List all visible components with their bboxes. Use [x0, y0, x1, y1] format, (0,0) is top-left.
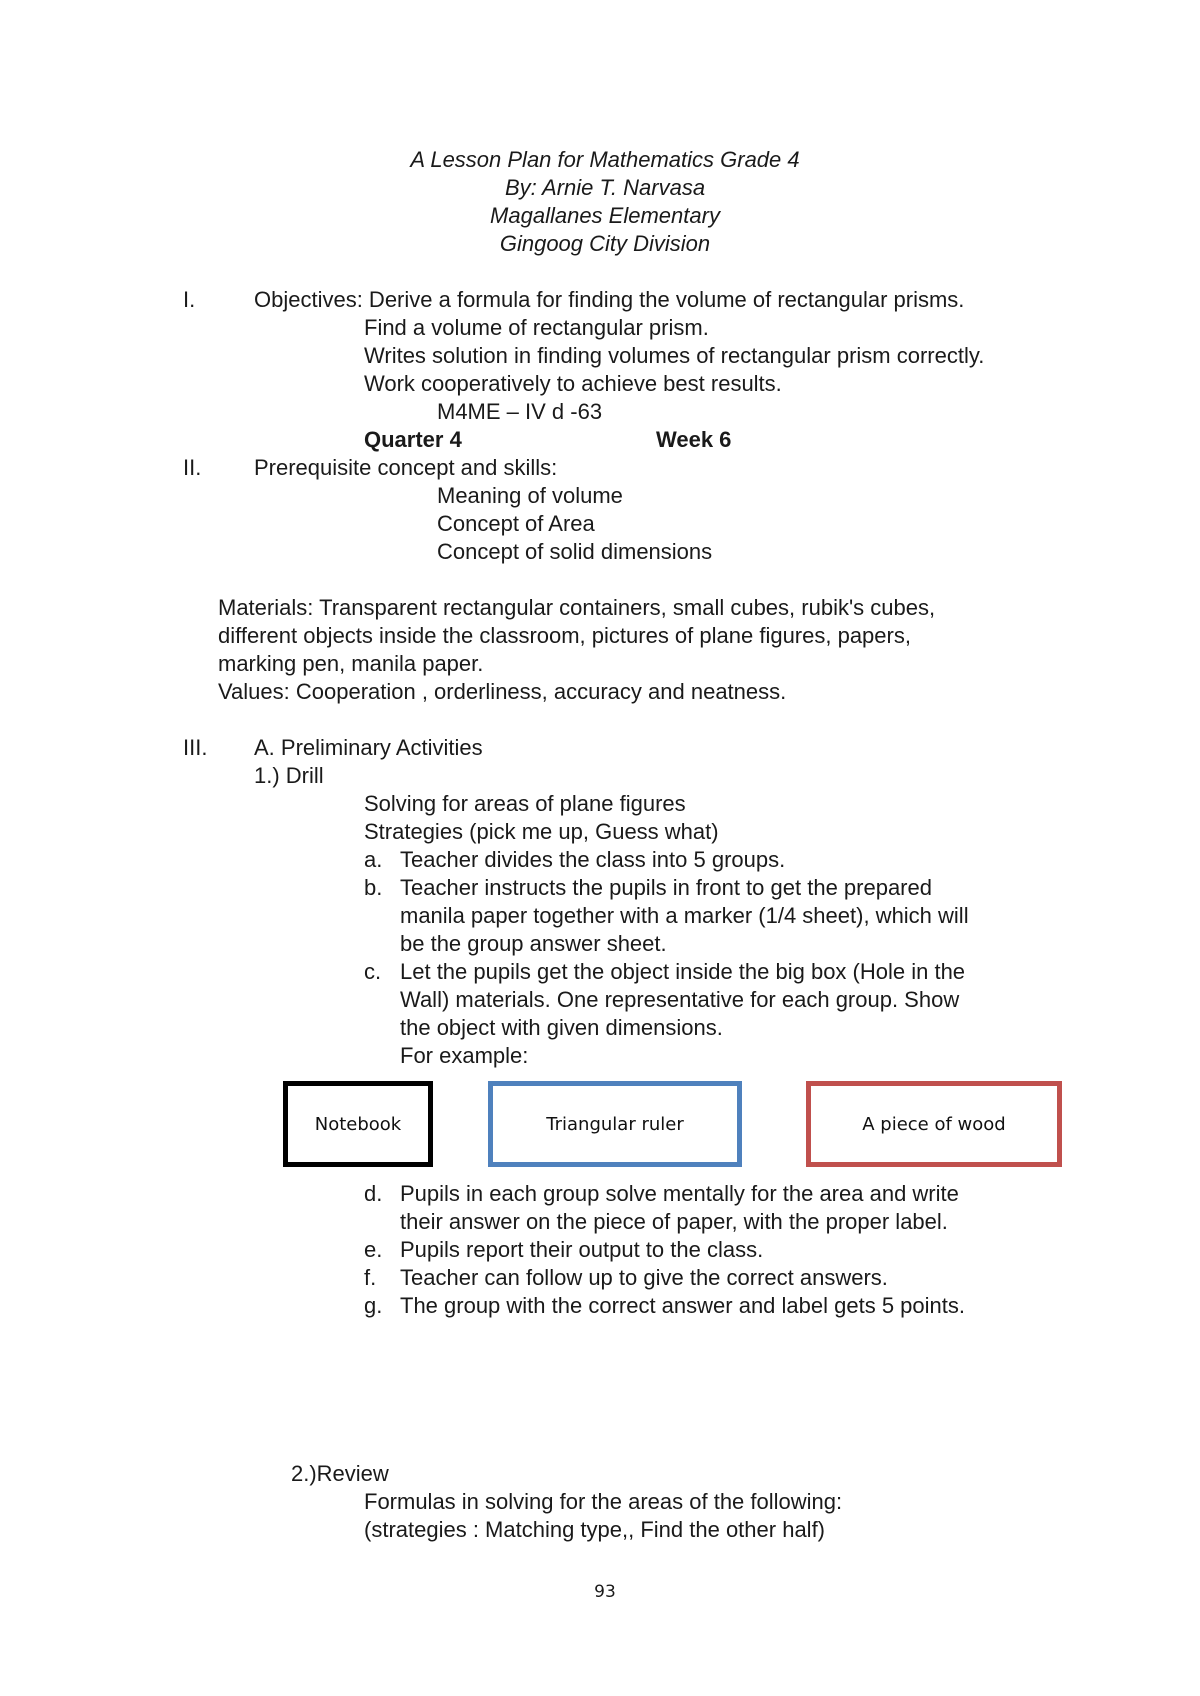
- example-box-notebook: [283, 1081, 433, 1167]
- step-text: Teacher can follow up to give the correct answers.: [400, 1265, 888, 1290]
- school-line: Magallanes Elementary: [490, 203, 720, 228]
- values-line: Values: Cooperation , orderliness, accuracy and neatness.: [218, 679, 787, 704]
- step-text: For example:: [400, 1043, 529, 1068]
- example-box-label: Triangular ruler: [546, 1113, 684, 1135]
- materials-line: Materials: Transparent rectangular containers, small cubes, rubik's cubes,: [218, 595, 936, 620]
- prerequisite-item: Meaning of volume: [437, 483, 623, 508]
- prerequisite-item: Concept of Area: [437, 511, 595, 536]
- step-text: manila paper together with a marker (1/4 sheet), which will: [400, 903, 969, 928]
- review-line: (strategies : Matching type,, Find the other half): [364, 1517, 826, 1542]
- drill-label: 1.) Drill: [254, 763, 324, 788]
- step-text: be the group answer sheet.: [400, 931, 667, 956]
- objective-item: Work cooperatively to achieve best results.: [364, 371, 782, 396]
- section-numeral-objectives: I.: [183, 287, 196, 312]
- example-box-piece-of-wood: [806, 1081, 1062, 1167]
- drill-strategies: Strategies (pick me up, Guess what): [364, 819, 719, 844]
- step-letter: a.: [364, 847, 383, 872]
- competency-code: M4ME – IV d -63: [437, 399, 603, 424]
- step-text: The group with the correct answer and label gets 5 points.: [400, 1293, 965, 1318]
- section-numeral-prerequisite: II.: [183, 455, 202, 480]
- step-text: their answer on the piece of paper, with the proper label.: [400, 1209, 948, 1234]
- review-label: 2.)Review: [291, 1461, 389, 1486]
- step-text: Let the pupils get the object inside the big box (Hole in the: [400, 959, 966, 984]
- step-text: Teacher divides the class into 5 groups.: [400, 847, 786, 872]
- step-text: Wall) materials. One representative for each group. Show: [400, 987, 960, 1012]
- division-line: Gingoog City Division: [499, 231, 711, 256]
- objective-item: Writes solution in finding volumes of rectangular prism correctly.: [364, 343, 985, 368]
- review-line: Formulas in solving for the areas of the following:: [364, 1489, 843, 1514]
- prerequisite-item: Concept of solid dimensions: [437, 539, 713, 564]
- step-letter: b.: [364, 875, 383, 900]
- objectives-first-line: Objectives: Derive a formula for finding the volume of rectangular prisms.: [254, 287, 965, 312]
- step-letter: f.: [364, 1265, 377, 1290]
- materials-line: marking pen, manila paper.: [218, 651, 484, 676]
- quarter-label: Quarter 4: [364, 427, 462, 452]
- author-line: By: Arnie T. Narvasa: [504, 175, 706, 200]
- example-box-label: Notebook: [314, 1113, 402, 1135]
- step-letter: c.: [364, 959, 382, 984]
- section-numeral-procedure: III.: [183, 735, 208, 760]
- example-box-label: A piece of wood: [862, 1113, 1006, 1135]
- step-letter: g.: [364, 1293, 383, 1318]
- step-text: Teacher instructs the pupils in front to get the prepared: [400, 875, 932, 900]
- step-letter: e.: [364, 1237, 383, 1262]
- step-text: Pupils report their output to the class.: [400, 1237, 764, 1262]
- objective-item: Find a volume of rectangular prism.: [364, 315, 709, 340]
- page-number: 93: [594, 1582, 616, 1602]
- example-box-triangular-ruler: [488, 1081, 742, 1167]
- materials-line: different objects inside the classroom, pictures of plane figures, papers,: [218, 623, 911, 648]
- preliminary-activities-heading: A. Preliminary Activities: [254, 735, 483, 760]
- document-title: A Lesson Plan for Mathematics Grade 4: [410, 147, 800, 172]
- prerequisite-heading: Prerequisite concept and skills:: [254, 455, 558, 480]
- step-text: the object with given dimensions.: [400, 1015, 723, 1040]
- week-label: Week 6: [656, 427, 732, 452]
- step-text: Pupils in each group solve mentally for the area and write: [400, 1181, 959, 1206]
- step-letter: d.: [364, 1181, 383, 1206]
- drill-topic: Solving for areas of plane figures: [364, 791, 686, 816]
